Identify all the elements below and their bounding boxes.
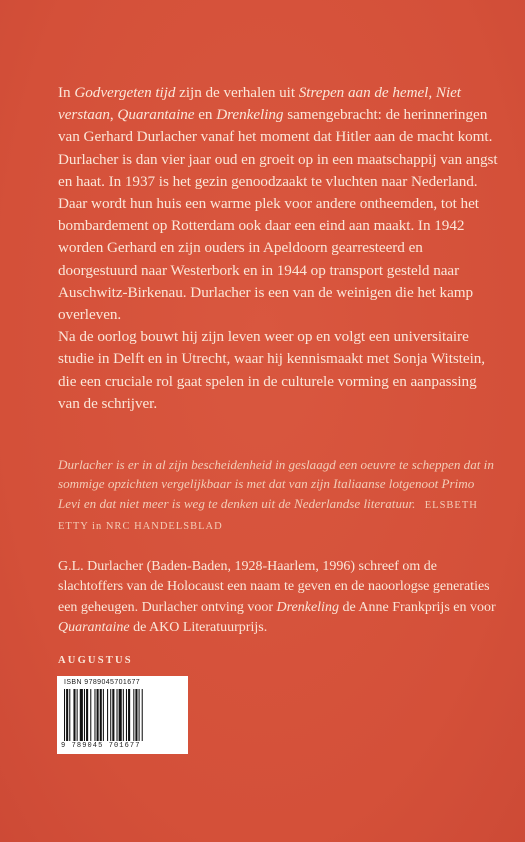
review-attribution: ELSBETH ETTY in NRC HANDELSBLAD [58,499,478,533]
barcode-bar [139,689,140,741]
barcode-bars [64,689,181,741]
review-quote [58,455,498,537]
isbn-barcode [57,676,188,754]
barcode-bar [112,689,114,741]
barcode-bar [107,689,108,741]
bio-text-4: de AKO Literatuurprijs. [129,620,268,636]
barcode-bar [142,689,143,741]
blurb-paragraph-2: Na de oorlog bouwt hij zijn leven weer op en volgt een universitaire studie in Delft en in Utrecht, waar hij kennismaakt met Sonja Witstein, die een cruciale rol gaat spelen in de culturele vorming en aanpassing van de schrijver. [58,328,486,412]
barcode-bar [103,689,104,741]
blurb-text-6: , [109,106,118,124]
publisher-logo: AUGUSTUS [58,655,133,666]
blurb-text [58,82,498,415]
blurb-text-10: samengebracht: de herinneringen van Gerhard Durlacher vanaf het moment dat Hitler aan de macht komt. Durlacher is dan vier jaar oud en groeit op in een maatschappij van angst en haat. In 1937 is het gezin genoodzaakt te vluchten naar Nederland. Daar wordt hun huis een warme plek voor andere ontheemden, tot het bombardement op Rotterdam ook daar een eind aan maakt. In 1942 worden Gerhard en zijn ouders in Apeldoorn gearresteerd en doorgestuurd naar Westerbork en in 1944 op transport gesteld naar Auschwitz-Birkenau. Durlacher is een van de weinigen die het kamp overleven. [58,106,498,324]
barcode-bar [133,689,134,741]
barcode-bar [69,689,70,741]
blurb-text-8: en [194,106,217,124]
isbn-label: ISBN 9789045701677 [64,679,141,686]
barcode-bar [64,689,65,741]
author-bio-paragraph [58,557,498,639]
bio-title-1: Drenkeling [276,599,339,615]
blurb-text-4: , [428,84,436,101]
barcode-bar [110,689,111,741]
barcode-digits: 9 789045 701677 [61,742,141,750]
barcode-bar [119,689,122,741]
blurb-text-2: zijn de verhalen uit [175,84,299,101]
barcode-bar [97,689,99,741]
barcode-bar [94,689,95,741]
barcode-bar [135,689,137,741]
barcode-bar [123,689,124,741]
barcode-bar [117,689,118,741]
barcode-bar [100,689,102,741]
barcode-bar [80,689,83,741]
review-quote-text: Durlacher is er in al zijn bescheidenheid in geslaagd een oeuvre te scheppen dat in sommige opzichten vergelijkbaar is met dat van zijn Italiaanse lotgenoot Primo Levi en dat niet meer is weg te denken uit de Nederlandse literatuur. [58,457,494,511]
blurb-title-3: Strepen aan de hemel [298,84,429,101]
blurb-title-5: Niet verstaan [58,84,461,124]
bio-title-3: Quarantaine [58,620,130,636]
barcode-bar [73,689,75,741]
blurb-title-9: Drenkeling [216,106,284,124]
barcode-bar [126,689,127,741]
blurb-paragraph-1 [58,82,498,326]
barcode-bar [77,689,78,741]
barcode-bar [128,689,130,741]
barcode-bar [66,689,68,741]
blurb-text-0: In [58,84,75,101]
barcode-bar [86,689,88,741]
bio-text-2: de Anne Frankprijs en voor [338,599,496,615]
author-bio [58,557,498,639]
barcode-bar [84,689,85,741]
barcode-bar [90,689,91,741]
bio-text-0: G.L. Durlacher (Baden-Baden, 1928-Haarlem, 1996) schreef om de slachtoffers van de Holocaust een naam te geven en de naoorlogse generaties een geheugen. Durlacher ontving voor [58,559,490,615]
blurb-title-1: Godvergeten tijd [74,84,176,101]
blurb-title-7: Quarantaine [117,106,195,124]
